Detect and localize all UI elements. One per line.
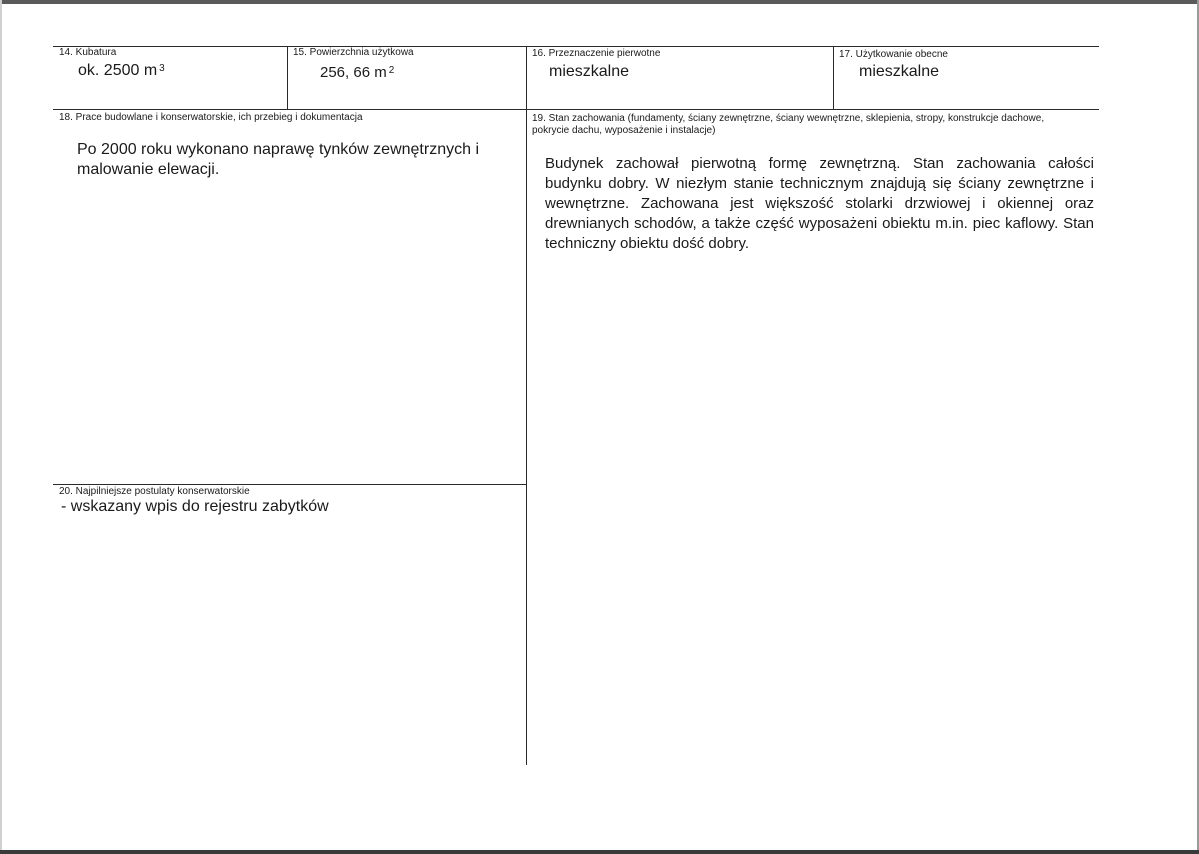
postulaty-text: - wskazany wpis do rejestru zabytków [61, 498, 329, 515]
kubatura-label: 14. Kubatura [59, 47, 117, 58]
stan-label: 19. Stan zachowania (fundamenty, ściany zewnętrzne, ściany wewnętrzne, sklepienia, stropy, konstrukcje dachowe, pokrycie dachu, wyposażenie i instalacje) [532, 113, 1045, 136]
powierzchnia-unit-sup: 2 [388, 65, 395, 76]
scan-edge-bottom [0, 850, 1199, 854]
uzytkowanie-value: mieszkalne [859, 63, 940, 80]
scan-edge-left [0, 0, 2, 854]
divider-14-15 [287, 46, 288, 109]
uzytkowanie-label: 17. Użytkowanie obecne [839, 49, 948, 60]
row1-bottom-line [53, 109, 1099, 110]
kubatura-unit-sup: 3 [159, 63, 165, 74]
przeznaczenie-value: mieszkalne [549, 63, 630, 80]
scan-edge-top [0, 0, 1199, 4]
divider-16-17 [833, 46, 834, 109]
powierzchnia-value-text: 256, 66 m [320, 64, 387, 81]
prace-label: 18. Prace budowlane i konserwatorskie, ich przebieg i dokumentacja [59, 112, 363, 123]
prace-text: Po 2000 roku wykonano naprawę tynków zewnętrznych i malowanie elewacji. [77, 141, 479, 178]
divider-main [526, 46, 527, 765]
przeznaczenie-label: 16. Przeznaczenie pierwotne [532, 48, 661, 59]
kubatura-value [78, 61, 165, 81]
powierzchnia-value [320, 63, 394, 83]
powierzchnia-label: 15. Powierzchnia użytkowa [293, 47, 414, 58]
row1-top-line [53, 46, 1099, 47]
stan-text: Budynek zachował pierwotną formę zewnętrzną. Stan zachowania całości budynku dobry. W niezłym stanie technicznym znajdują się ściany zewnętrzne i wewnętrzne. Zachowana jest większość stolarki drzwiowej i okiennej oraz drewnianych schodów, a także część wyposażeni obiektu m.in. piec kaflowy. Stan techniczny obiektu dość dobry. [545, 155, 1094, 252]
postulaty-label: 20. Najpilniejsze postulaty konserwatorskie [59, 486, 250, 497]
kubatura-value-text: ok. 2500 m [78, 62, 158, 79]
section20-top-line [53, 484, 526, 485]
